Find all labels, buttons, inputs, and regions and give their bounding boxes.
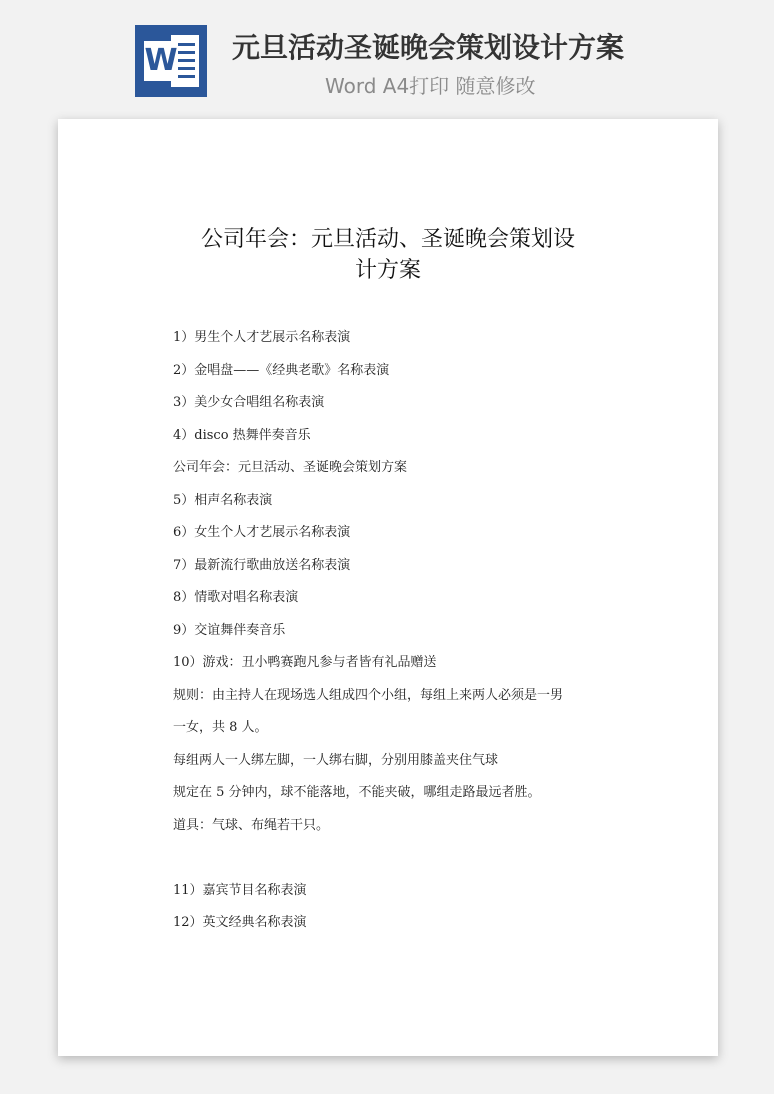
word-w-letter: W [144,41,178,81]
document-line: 6）女生个人才艺展示名称表演 [173,525,351,540]
document-line: 12）英文经典名称表演 [173,915,307,930]
document-line: 11）嘉宾节目名称表演 [173,882,307,898]
header-title: 元旦活动圣诞晚会策划设计方案 [232,31,625,64]
document-line: 10）游戏：丑小鸭赛跑凡参与者皆有礼品赠送 [173,655,437,670]
document-body [173,324,633,942]
document-line: 3）美少女合唱组名称表演 [173,395,325,410]
document-line: 8）情歌对唱名称表演 [173,590,299,605]
document-blank-line [173,844,633,877]
document-line: 9）交谊舞伴奏音乐 [173,622,286,638]
document-line: 2）金唱盘——《经典老歌》名称表演 [173,362,390,378]
word-document-icon [135,25,207,97]
document-title-line: 计方案 [354,258,421,283]
header-subtitle: Word A4打印 随意修改 [325,74,536,98]
document-page [58,119,718,1056]
document-line: 5）相声名称表演 [173,492,273,508]
doc-line [175,43,195,46]
document-line: 一女，共 8 人。 [173,720,268,735]
document-line: 4）disco 热舞伴奏音乐 [173,427,311,443]
document-title-line: 公司年会：元旦活动、圣诞晚会策划设 [200,227,575,252]
document-line: 公司年会：元旦活动、圣诞晚会策划方案 [173,460,408,475]
header [0,0,774,118]
document-line: 7）最新流行歌曲放送名称表演 [173,557,351,573]
document-line: 规则：由主持人在现场选人组成四个小组，每组上来两人必须是一男 [173,687,564,703]
doc-line [175,75,195,78]
document-line: 道具：气球、布绳若干只。 [173,817,330,833]
document-line: 规定在 5 分钟内，球不能落地，不能夹破，哪组走路最远者胜。 [173,785,541,800]
document-title [118,224,658,286]
document-line: 1）男生个人才艺展示名称表演 [173,330,351,345]
doc-line [175,51,195,54]
document-line: 每组两人一人绑左脚，一人绑右脚，分别用膝盖夹住气球 [173,752,499,768]
doc-line [175,67,195,70]
doc-line [175,59,195,62]
